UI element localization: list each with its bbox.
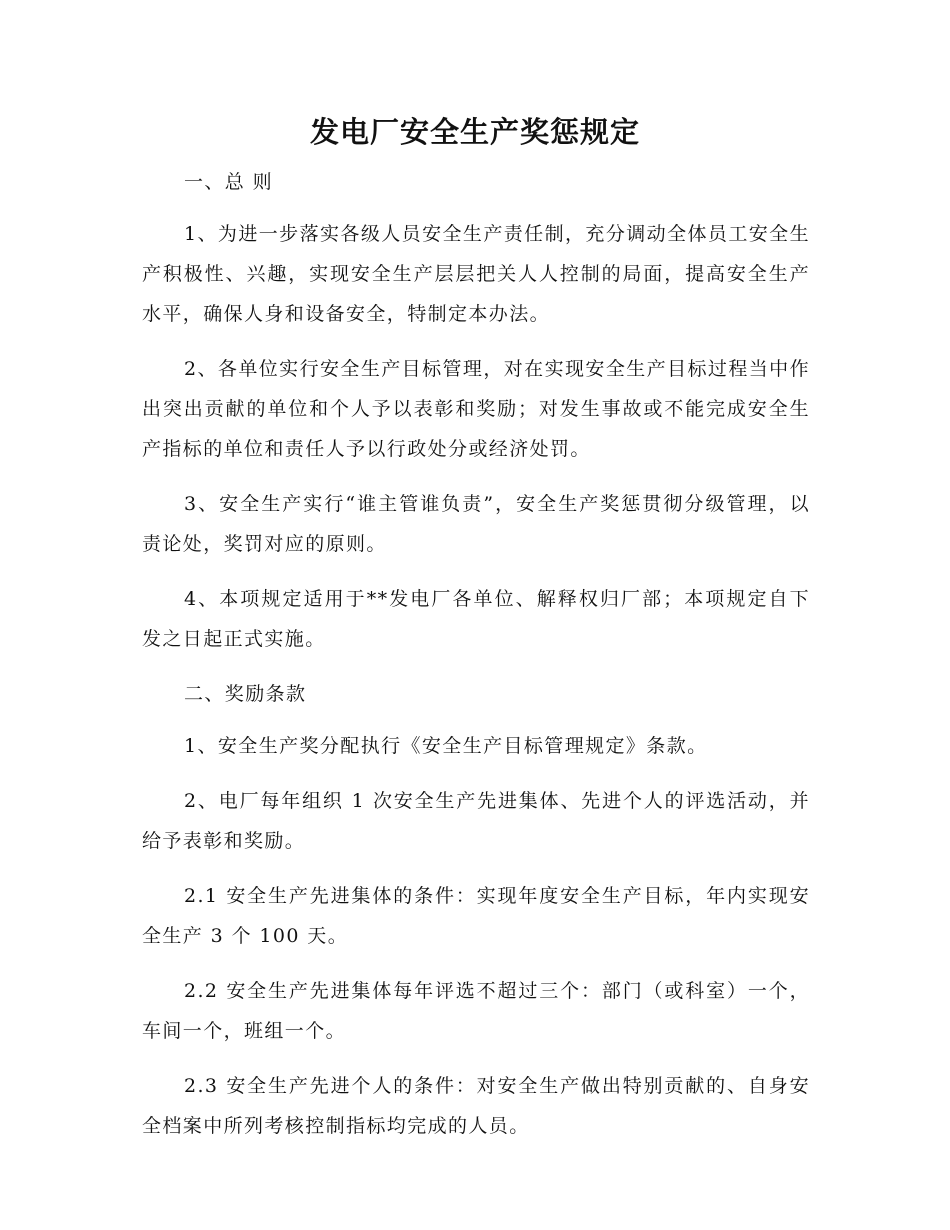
paragraph-rewards-1: 1、安全生产奖分配执行《安全生产目标管理规定》条款。 <box>184 735 708 757</box>
paragraph-rewards-2-3: 2.3 安全生产先进个人的条件：对安全生产做出特别贡献的、自身安全档案中所列考核控制指标均完成的人员。 <box>142 1075 810 1137</box>
paragraph-rewards-2-1: 2.1 安全生产先进集体的条件：实现年度安全生产目标，年内实现安全生产 3 个 100 天。 <box>142 885 810 947</box>
paragraph-rewards-2: 2、电厂每年组织 1 次安全生产先进集体、先进个人的评选活动，并给予表彰和奖励。 <box>142 790 810 852</box>
document-body <box>142 162 810 1161</box>
paragraph-general-1: 1、为进一步落实各级人员安全生产责任制，充分调动全体员工安全生产积极性、兴趣，实现安全生产层层把关人人控制的局面，提高安全生产水平，确保人身和设备安全，特制定本办法。 <box>142 223 810 325</box>
paragraph-rewards-2-2: 2.2 安全生产先进集体每年评选不超过三个：部门（或科室）一个，车间一个，班组一个。 <box>142 980 810 1042</box>
paragraph-general-3: 3、安全生产实行“谁主管谁负责”，安全生产奖惩贯彻分级管理，以责论处，奖罚对应的原则。 <box>142 493 810 555</box>
paragraph-general-2: 2、各单位实行安全生产目标管理，对在实现安全生产目标过程当中作出突出贡献的单位和个人予以表彰和奖励；对发生事故或不能完成安全生产指标的单位和责任人予以行政处分或经济处罚。 <box>142 358 810 460</box>
document-title: 发电厂安全生产奖惩规定 <box>309 115 640 149</box>
section-heading-rewards: 二、奖励条款 <box>184 683 307 705</box>
paragraph-general-4: 4、本项规定适用于**发电厂各单位、解释权归厂部；本项规定自下发之日起正式实施。 <box>142 588 810 650</box>
section-heading-general: 一、总 则 <box>184 171 274 193</box>
